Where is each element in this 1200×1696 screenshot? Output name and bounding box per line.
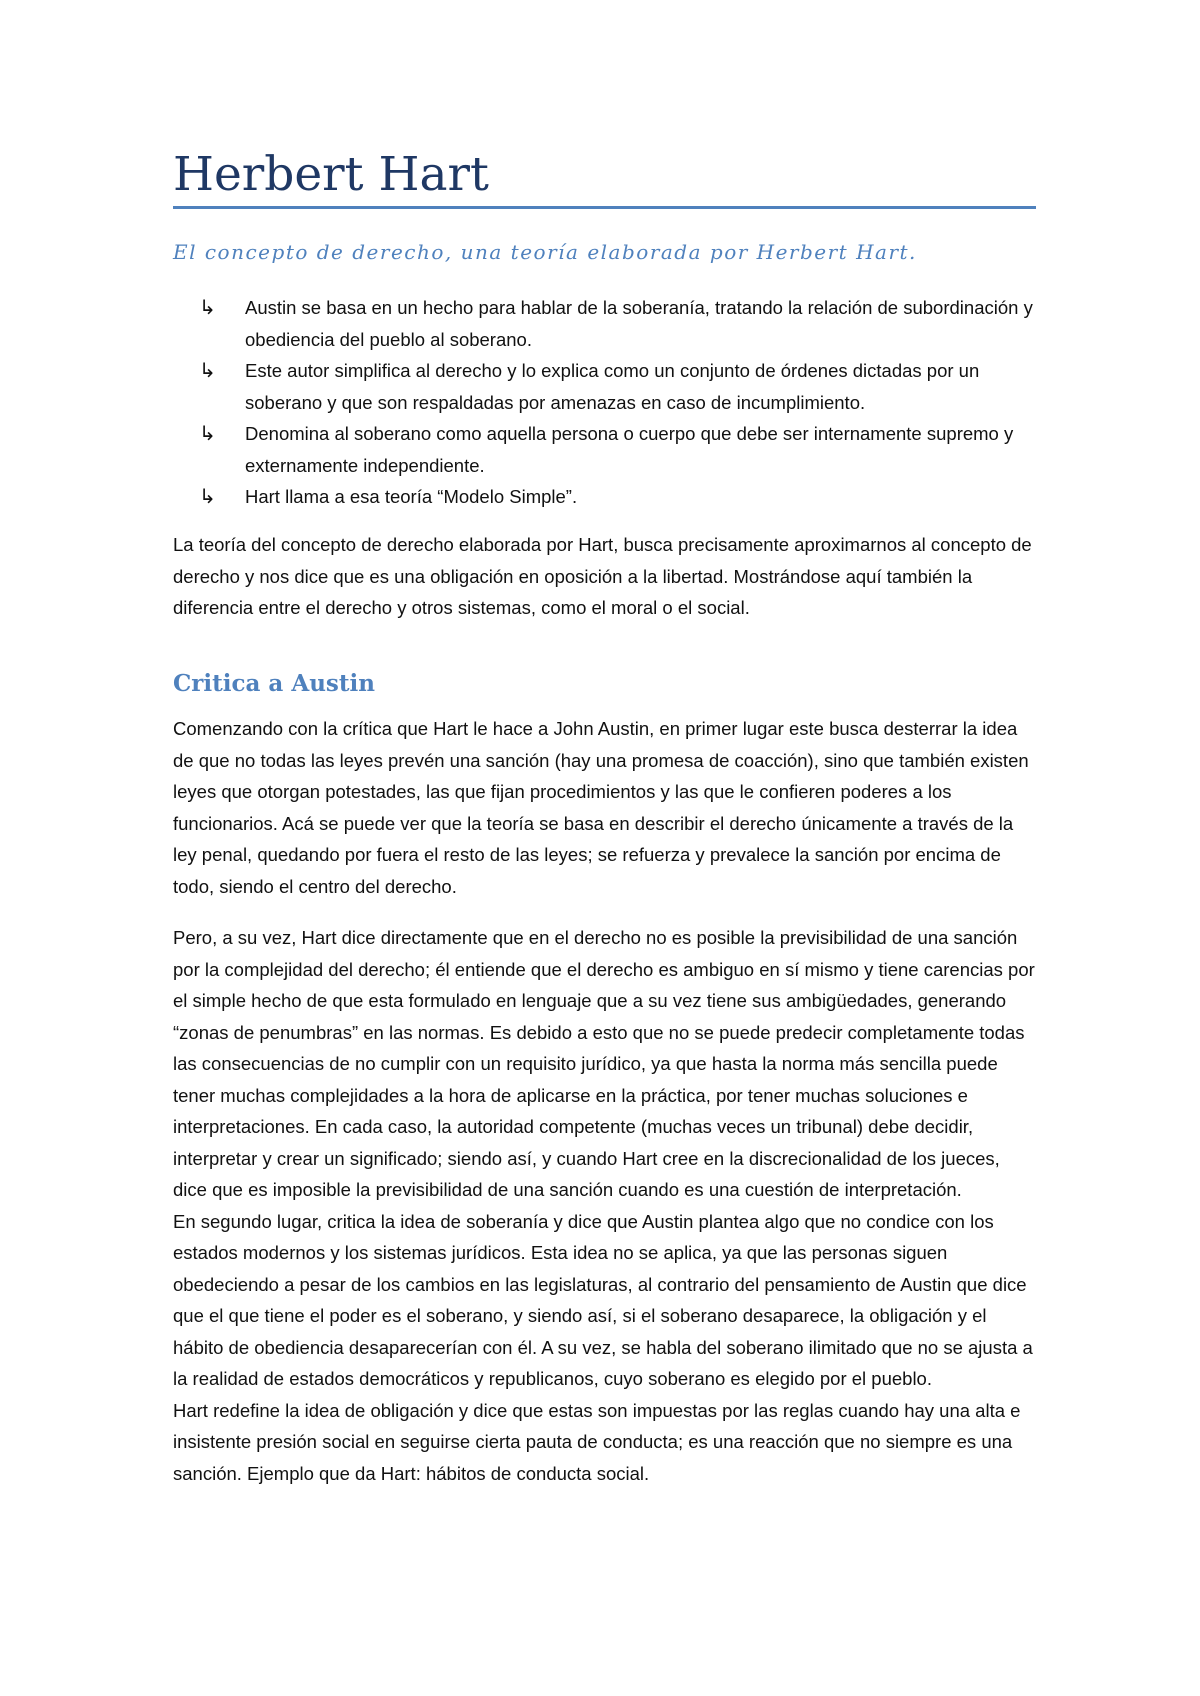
list-item [173,292,1036,355]
section-paragraph: Comenzando con la crítica que Hart le hace a John Austin, en primer lugar este busca desterrar la idea de que no todas las leyes prevén una sanción (hay una promesa de coacción), sino que también existen leyes que otorgan potestades, las que fijan procedimientos y las que le confieren poderes a los funcionarios. Acá se puede ver que la teoría se basa en describir el derecho únicamente a través de la ley penal, quedando por fuera el resto de las leyes; se refuerza y prevalece la sanción por encima de todo, siendo el centro del derecho. [173,718,1029,897]
list-item [173,355,1036,418]
section-paragraph: En segundo lugar, critica la idea de soberanía y dice que Austin plantea algo que no condice con los estados modernos y los sistemas jurídicos. Esta idea no se aplica, ya que las personas siguen obedeciendo a pesar de los cambios en las legislaturas, al contrario del pensamiento de Austin que dice que el que tiene el poder es el soberano, y siendo así, si el soberano desaparece, la obligación y el hábito de obediencia desaparecerían con él. A su vez, se habla del soberano ilimitado que no se ajusta a la realidad de estados democráticos y republicanos, cuyo soberano es elegido por el pueblo. [173,1210,1033,1389]
page-title: Herbert Hart [173,146,1036,209]
list-item [173,481,1036,513]
intro-paragraph: La teoría del concepto de derecho elaborada por Hart, busca precisamente aproximarnos al concepto de derecho y nos dice que es una obligación en oposición a la libertad. Mostrándose aquí también la diferencia entre el derecho y otros sistemas, como el moral o el social. [173,534,1032,618]
list-item-text: Austin se basa en un hecho para hablar de la soberanía, tratando la relación de subordinación y obediencia del pueblo al soberano. [245,297,1033,350]
section-paragraph: Pero, a su vez, Hart dice directamente que en el derecho no es posible la previsibilidad de una sanción por la complejidad del derecho; él entiende que el derecho es ambiguo en sí mismo y tiene carencias por el simple hecho de que esta formulado en lenguaje que a su vez tiene sus ambigüedades, generando “zonas de penumbras” en las normas. Es debido a esto que no se puede predecir completamente todas las consecuencias de no cumplir con un requisito jurídico, ya que hasta la norma más sencilla puede tener muchas complejidades a la hora de aplicarse en la práctica, por tener muchas soluciones e interpretaciones. En cada caso, la autoridad competente (muchas veces un tribunal) debe decidir, interpretar y crear un significado; siendo así, y cuando Hart cree en la discrecionalidad de los jueces, dice que es imposible la previsibilidad de una sanción cuando es una cuestión de interpretación. [173,927,1035,1200]
arrow-down-right-icon: ↳ [199,484,216,508]
arrow-down-right-icon: ↳ [199,421,216,445]
list-item-text: Hart llama a esa teoría “Modelo Simple”. [245,486,578,507]
section-paragraph-group [173,922,1036,1489]
list-item-text: Este autor simplifica al derecho y lo explica como un conjunto de órdenes dictadas por un soberano y que son respaldadas por amenazas en caso de incumplimiento. [245,360,980,413]
arrow-down-right-icon: ↳ [199,358,216,382]
section-heading: Critica a Austin [173,670,375,697]
list-item-text: Denomina al soberano como aquella persona o cuerpo que debe ser internamente supremo y externamente independiente. [245,423,1014,476]
arrow-down-right-icon: ↳ [199,295,216,319]
subtitle: El concepto de derecho, una teoría elaborada por Herbert Hart. [173,240,917,264]
list-item [173,418,1036,481]
section-paragraph: Hart redefine la idea de obligación y dice que estas son impuestas por las reglas cuando hay una alta e insistente presión social en seguirse cierta pauta de conducta; es una reacción que no siempre es una sanción. Ejemplo que da Hart: hábitos de conducta social. [173,1399,1021,1484]
bullet-list [173,292,1036,513]
